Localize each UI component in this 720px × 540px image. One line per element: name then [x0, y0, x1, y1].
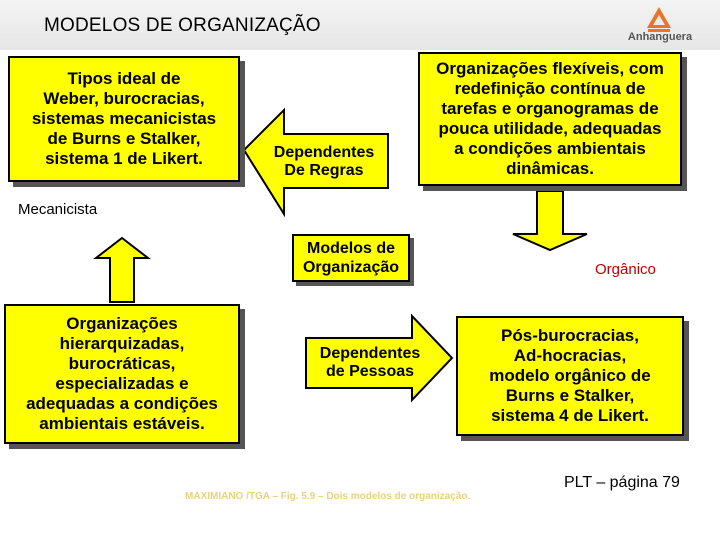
page-title: MODELOS DE ORGANIZAÇÃO — [44, 15, 321, 36]
label-mechanistic: Mecanicista — [18, 201, 98, 218]
page-reference: PLT – página 79 — [564, 474, 680, 491]
box-weber-bureaucracy: Tipos ideal de Weber, burocracias, sistemas mecanicistas de Burns e Stalker, sistema 1 de Likert. — [8, 56, 240, 182]
figure-source-caption: MAXIMIANO /TGA – Fig. 5.9 – Dois modelos de organização. — [185, 491, 471, 502]
arrow-label-rules: Dependentes De Regras — [273, 144, 375, 179]
box-organization-models: Modelos de Organização — [292, 234, 410, 282]
arrow-label-people: Dependentes de Pessoas — [319, 345, 421, 380]
box-post-bureaucracy: Pós-burocracias, Ad-hocracias, modelo orgânico de Burns e Stalker, sistema 4 de Likert. — [456, 316, 684, 436]
box-flexible-organizations: Organizações flexíveis, com redefinição contínua de tarefas e organogramas de pouca utilidade, adequadas a condições ambientais dinâmicas. — [418, 52, 682, 186]
logo-text: Anhanguera — [627, 31, 693, 43]
label-organic: Orgânico — [595, 261, 656, 278]
box-hierarchical-organizations: Organizações hierarquizadas, burocráticas, especializadas e adequadas a condições ambientais estáveis. — [4, 304, 240, 444]
